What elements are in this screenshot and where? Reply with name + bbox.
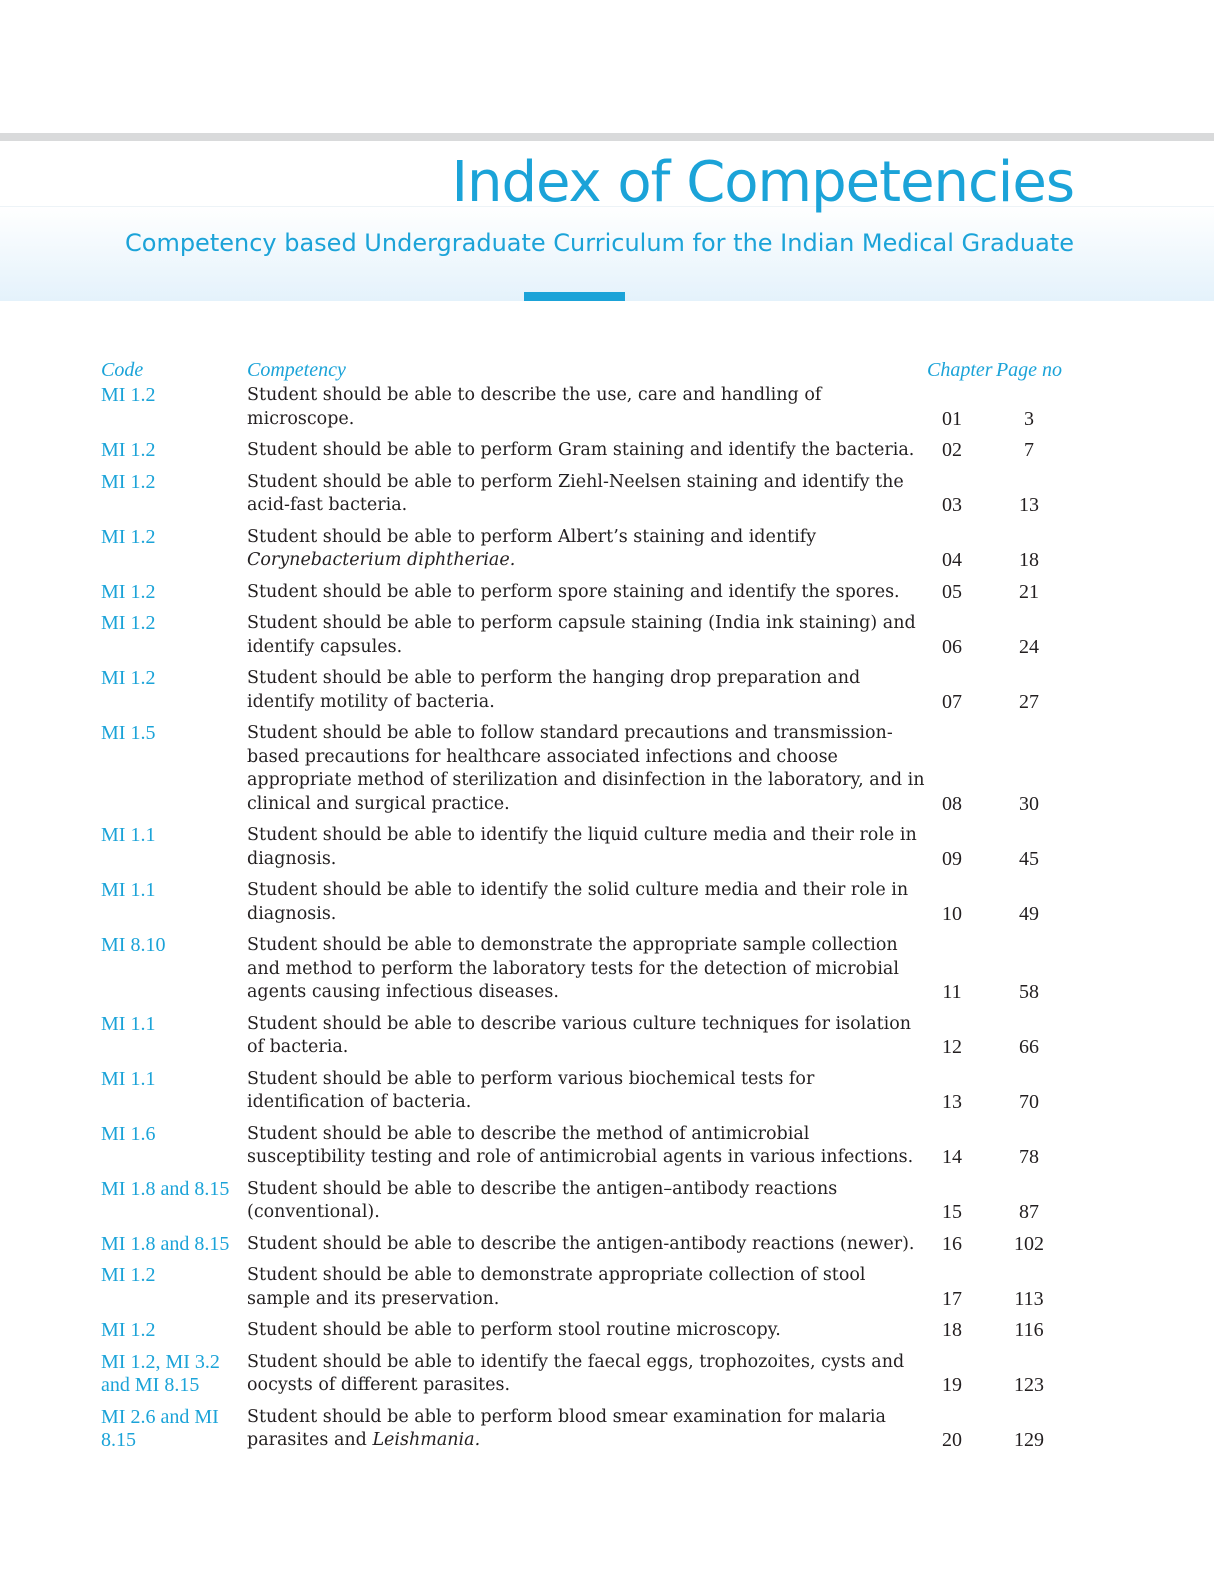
competency-code: MI 2.6 and MI 8.15 xyxy=(101,1405,219,1451)
competency-description: Student should be able to perform spore staining and identify the spores. xyxy=(247,581,900,602)
competency-text xyxy=(247,471,927,518)
table-row xyxy=(101,1351,1081,1406)
competency-text xyxy=(247,1178,927,1225)
page-number: 45 xyxy=(1019,847,1039,870)
competency-text xyxy=(247,934,927,1005)
table-row xyxy=(101,1178,1081,1233)
competency-code: MI 1.1 xyxy=(101,824,156,846)
competency-code: MI 1.2 xyxy=(101,580,156,603)
competency-text xyxy=(247,1319,927,1343)
competency-description: Student should be able to identify the liquid culture media and their role in diagnosis. xyxy=(247,825,917,869)
page-number: 123 xyxy=(1014,1374,1044,1396)
competency-description: Student should be able to demonstrate appropriate collection of stool sample and its preservation. xyxy=(247,1265,866,1309)
page-number: 129 xyxy=(1014,1429,1044,1451)
table-row xyxy=(101,439,1081,471)
header-chapter: Chapter xyxy=(927,358,993,381)
competency-description: Student should be able to describe the antigen–antibody reactions (conventional). xyxy=(247,1178,838,1222)
competency-italic: Leishmania. xyxy=(372,1430,481,1450)
page-number: 18 xyxy=(1019,549,1039,571)
competency-text xyxy=(247,1013,927,1060)
header-code: Code xyxy=(101,358,144,381)
chapter-number: 05 xyxy=(942,580,962,603)
chapter-number: 17 xyxy=(942,1287,962,1310)
competency-code: MI 1.1 xyxy=(101,1012,156,1035)
chapter-number: 15 xyxy=(942,1201,962,1223)
page-number: 102 xyxy=(1014,1232,1044,1255)
chapter-number: 12 xyxy=(942,1036,962,1058)
page-number: 87 xyxy=(1019,1201,1039,1223)
table-row xyxy=(101,581,1081,613)
competency-description: Student should be able to perform the hanging drop preparation and identify motility of bacteria. xyxy=(247,668,861,712)
page-subtitle: Competency based Undergraduate Curriculum for the Indian Medical Graduate xyxy=(125,229,1074,257)
competency-code: MI 1.6 xyxy=(101,1122,156,1145)
page-number: 49 xyxy=(1019,902,1039,925)
table-row xyxy=(101,1319,1081,1351)
competency-code: MI 1.2 xyxy=(101,1319,156,1341)
competency-text xyxy=(247,1068,927,1115)
chapter-number: 16 xyxy=(942,1232,962,1255)
competency-description: Student should be able to describe the antigen-antibody reactions (newer). xyxy=(247,1233,915,1254)
competency-description: Student should be able to describe various culture techniques for isolation of bacteria. xyxy=(247,1013,912,1057)
table-row xyxy=(101,722,1081,824)
table-row xyxy=(101,1406,1081,1461)
table-row xyxy=(101,824,1081,879)
table-row xyxy=(101,384,1081,439)
page-number: 58 xyxy=(1019,981,1039,1003)
competency-text xyxy=(247,1233,927,1257)
table-row xyxy=(101,1123,1081,1178)
chapter-number: 03 xyxy=(942,494,962,516)
competency-text xyxy=(247,384,927,431)
competency-table xyxy=(101,352,1081,1461)
competency-code: MI 1.2 xyxy=(101,439,156,461)
table-row xyxy=(101,612,1081,667)
page-number: 78 xyxy=(1019,1146,1039,1168)
page-number: 116 xyxy=(1014,1319,1044,1341)
page-number: 7 xyxy=(1024,439,1034,461)
competency-text xyxy=(247,526,927,573)
header-page: Page no xyxy=(995,358,1063,381)
page-number: 66 xyxy=(1019,1036,1039,1058)
table-row xyxy=(101,667,1081,722)
competency-text xyxy=(247,824,927,871)
competency-text xyxy=(247,667,927,714)
competency-text xyxy=(247,722,927,816)
competency-description: Student should be able to perform stool routine microscopy. xyxy=(247,1320,781,1340)
competency-description: Student should be able to describe the use, care and handling of microscope. xyxy=(247,385,822,429)
competency-description: Student should be able to perform various biochemical tests for identification of bacteria. xyxy=(247,1068,815,1112)
competency-description: Student should be able to perform Albert’s staining and identify xyxy=(247,526,817,547)
page-number: 24 xyxy=(1019,635,1039,658)
competency-code: MI 1.2, MI 3.2 and MI 8.15 xyxy=(101,1350,220,1396)
table-row xyxy=(101,1264,1081,1319)
chapter-number: 20 xyxy=(942,1429,962,1451)
competency-description: Student should be able to perform Gram staining and identify the bacteria. xyxy=(247,440,915,460)
competency-text xyxy=(247,1351,927,1398)
competency-code: MI 1.2 xyxy=(101,667,156,689)
page-number: 30 xyxy=(1019,792,1039,815)
chapter-number: 08 xyxy=(942,792,962,815)
top-rule xyxy=(0,133,1214,141)
table-row xyxy=(101,1068,1081,1123)
competency-code: MI 1.2 xyxy=(101,384,156,406)
page-number: 27 xyxy=(1019,690,1039,713)
competency-code: MI 1.5 xyxy=(101,722,156,744)
competency-description: Student should be able to demonstrate the appropriate sample collection and method to perform the laboratory tests for the detection of microbial agents causing infectious diseases. xyxy=(247,935,899,1002)
page-number: 3 xyxy=(1024,407,1034,430)
table-row xyxy=(101,879,1081,934)
chapter-number: 02 xyxy=(942,439,962,461)
chapter-number: 14 xyxy=(942,1146,962,1168)
chapter-number: 13 xyxy=(942,1091,962,1113)
competency-text xyxy=(247,879,927,926)
competency-text xyxy=(247,1123,927,1170)
competency-description: Student should be able to perform blood smear examination for malaria parasites and xyxy=(247,1406,886,1450)
competency-description: Student should be able to identify the solid culture media and their role in diagnosis. xyxy=(247,880,909,924)
competency-italic: Corynebacterium diphtheriae. xyxy=(247,550,516,570)
competency-description: Student should be able to follow standard precautions and transmission-based precautions for healthcare associated infections and choose appropriate method of sterilization and disinfection in the laboratory, and in clinical and surgical practice. xyxy=(247,723,925,814)
table-header xyxy=(101,352,1081,384)
chapter-number: 19 xyxy=(942,1374,962,1396)
competency-code: MI 1.8 and 8.15 xyxy=(101,1177,230,1200)
competency-code: MI 1.2 xyxy=(101,525,156,548)
page-title: Index of Competencies xyxy=(451,150,1074,215)
chapter-number: 18 xyxy=(942,1319,962,1341)
competency-description: Student should be able to perform Ziehl-Neelsen staining and identify the acid-fast bacteria. xyxy=(247,471,904,515)
competency-description: Student should be able to perform capsule staining (India ink staining) and identify capsules. xyxy=(247,613,916,657)
competency-text xyxy=(247,439,927,463)
chapter-number: 07 xyxy=(942,690,962,713)
chapter-number: 09 xyxy=(942,847,962,870)
competency-code: MI 1.2 xyxy=(101,612,156,634)
table-row xyxy=(101,934,1081,1013)
page-number: 21 xyxy=(1019,580,1039,603)
table-row xyxy=(101,526,1081,581)
chapter-number: 01 xyxy=(942,407,962,430)
competency-text xyxy=(247,581,927,605)
competency-text xyxy=(247,612,927,659)
accent-bar xyxy=(524,292,625,301)
competency-code: MI 8.10 xyxy=(101,934,166,956)
competency-code: MI 1.2 xyxy=(101,470,156,493)
chapter-number: 11 xyxy=(942,981,962,1003)
table-row xyxy=(101,471,1081,526)
page-number: 13 xyxy=(1019,494,1039,516)
competency-code: MI 1.2 xyxy=(101,1264,156,1286)
chapter-number: 06 xyxy=(942,635,962,658)
table-row xyxy=(101,1013,1081,1068)
competency-text xyxy=(247,1406,927,1453)
header-competency: Competency xyxy=(247,358,346,381)
table-body xyxy=(101,384,1081,1461)
page-number: 113 xyxy=(1014,1287,1044,1310)
page-number: 70 xyxy=(1019,1091,1039,1113)
table-row xyxy=(101,1233,1081,1265)
competency-code: MI 1.1 xyxy=(101,1067,156,1090)
competency-text xyxy=(247,1264,927,1311)
competency-code: MI 1.8 and 8.15 xyxy=(101,1232,230,1255)
chapter-number: 04 xyxy=(942,549,962,571)
competency-description: Student should be able to identify the faecal eggs, trophozoites, cysts and oocysts of different parasites. xyxy=(247,1351,905,1395)
chapter-number: 10 xyxy=(942,902,962,925)
competency-code: MI 1.1 xyxy=(101,879,156,901)
competency-description: Student should be able to describe the method of antimicrobial susceptibility testing and role of antimicrobial agents in various infections. xyxy=(247,1123,914,1167)
